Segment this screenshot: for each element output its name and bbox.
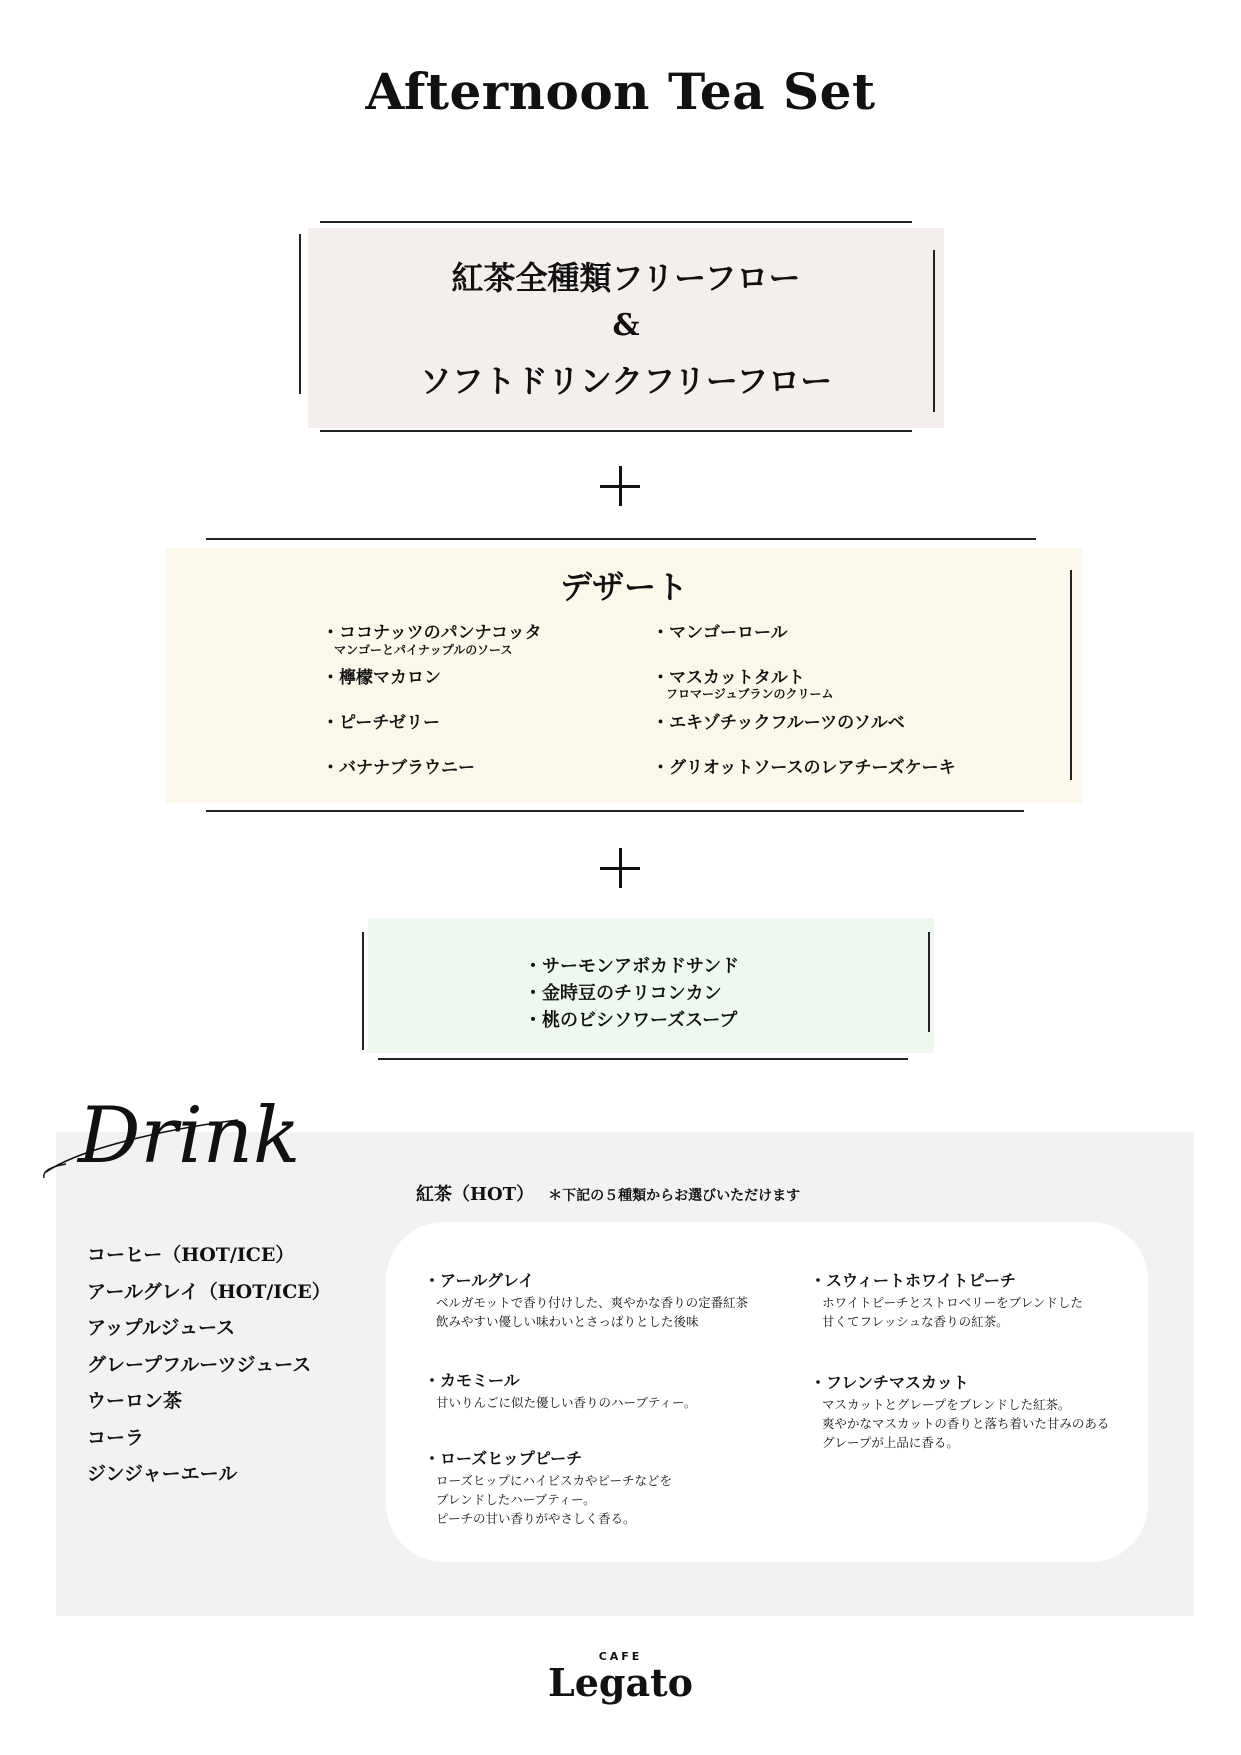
savory-item: ・桃のビシソワーズスープ	[524, 1010, 738, 1031]
dessert-item: ・マンゴーロール	[652, 623, 788, 643]
dessert-item-note: フロマージュブランのクリーム	[666, 687, 834, 701]
savory-item: ・金時豆のチリコンカン	[524, 983, 722, 1004]
tea-description-line: 飲みやすい優しい味わいとさっぱりとした後味	[436, 1314, 699, 1329]
tea-heading-label: 紅茶（HOT）	[416, 1184, 535, 1205]
tea-description-line: ホワイトピーチとストロベリーをブレンドした	[822, 1295, 1083, 1310]
divider	[378, 1058, 908, 1060]
tea-name: ・スウィートホワイトピーチ	[810, 1271, 1016, 1290]
dessert-item: ・ココナッツのパンナコッタ	[322, 623, 542, 643]
dessert-item: ・檸檬マカロン	[322, 668, 441, 688]
tea-description-line: ローズヒップにハイビスカやピーチなどを	[436, 1473, 673, 1488]
dessert-box	[166, 548, 1082, 803]
tea-description-line: ピーチの甘い香りがやさしく香る。	[436, 1511, 636, 1526]
tea-name: ・カモミール	[424, 1371, 520, 1390]
drink-script-title	[38, 1080, 338, 1190]
tea-description	[424, 1471, 672, 1528]
drink-item: ウーロン茶	[87, 1390, 183, 1412]
tea-description	[810, 1395, 1109, 1452]
tea-description-line: 甘くてフレッシュな香りの紅茶。	[822, 1314, 1009, 1329]
drink-item: コーヒー（HOT/ICE）	[87, 1244, 295, 1266]
drink-item: アールグレイ（HOT/ICE）	[87, 1280, 331, 1303]
tea-description-line: ブレンドしたハーブティー。	[436, 1492, 596, 1507]
plus-icon	[600, 466, 640, 506]
plus-icon	[600, 848, 640, 888]
divider	[299, 234, 301, 394]
tea-heading-note: ＊下記の５種類からお選びいただけます	[548, 1188, 801, 1204]
savory-item: ・サーモンアボカドサンド	[524, 956, 740, 977]
tea-card	[386, 1222, 1148, 1562]
tea-item	[810, 1268, 1083, 1331]
free-flow-and: &	[612, 308, 640, 343]
drink-item: ジンジャーエール	[87, 1463, 238, 1485]
free-flow-soft-drink: ソフトドリンクフリーフロー	[419, 362, 833, 400]
divider	[206, 538, 1036, 540]
tea-description-line: ベルガモットで香り付けした、爽やかな香りの定番紅茶	[436, 1295, 749, 1310]
tea-item	[424, 1446, 672, 1528]
drink-item: グレープフルーツジュース	[87, 1353, 312, 1376]
tea-name: ・ローズヒップピーチ	[424, 1449, 583, 1468]
tea-description-line: グレープが上品に香る。	[822, 1435, 959, 1450]
logo-name: Legato	[548, 1660, 693, 1705]
free-flow-tea: 紅茶全種類フリーフロー	[451, 259, 801, 297]
soft-drink-list	[87, 1240, 331, 1496]
divider	[928, 932, 930, 1032]
script-flourish	[44, 1164, 66, 1178]
tea-description	[424, 1393, 696, 1412]
dessert-item: ・バナナブラウニー	[322, 758, 475, 778]
tea-heading	[416, 1180, 800, 1206]
dessert-heading: デザート	[559, 568, 688, 606]
tea-item	[424, 1268, 748, 1331]
tea-item	[810, 1370, 1109, 1452]
tea-description-line: マスカットとグレープをブレンドした紅茶。	[822, 1397, 1071, 1412]
divider	[320, 221, 912, 223]
page-title: Afternoon Tea Set	[365, 62, 876, 121]
dessert-item: ・エキゾチックフルーツのソルベ	[652, 713, 905, 733]
divider	[320, 430, 912, 432]
savory-box	[368, 918, 934, 1053]
tea-description-line: 甘いりんごに似た優しい香りのハーブティー。	[436, 1395, 697, 1410]
dessert-item: ・グリオットソースのレアチーズケーキ	[652, 758, 956, 778]
drink-item: コーラ	[87, 1426, 145, 1449]
divider	[1070, 570, 1072, 780]
free-flow-box	[308, 228, 944, 428]
divider	[362, 932, 364, 1050]
divider	[206, 810, 1024, 812]
dessert-item-note: マンゴーとパイナップルのソース	[334, 643, 513, 657]
tea-item	[424, 1368, 696, 1412]
dessert-item: ・ピーチゼリー	[322, 713, 440, 733]
tea-description	[424, 1293, 748, 1331]
tea-description-line: 爽やかなマスカットの香りと落ち着いた甘みのある	[822, 1416, 1110, 1431]
tea-description	[810, 1293, 1083, 1331]
drink-script-text: Drink	[78, 1091, 301, 1181]
tea-name: ・フレンチマスカット	[810, 1373, 969, 1392]
logo-cafe-text: CAFE	[598, 1650, 643, 1663]
divider	[933, 250, 935, 412]
tea-name: ・アールグレイ	[424, 1271, 535, 1290]
drink-item: アップルジュース	[87, 1317, 236, 1339]
dessert-item: ・マスカットタルト	[652, 668, 805, 688]
